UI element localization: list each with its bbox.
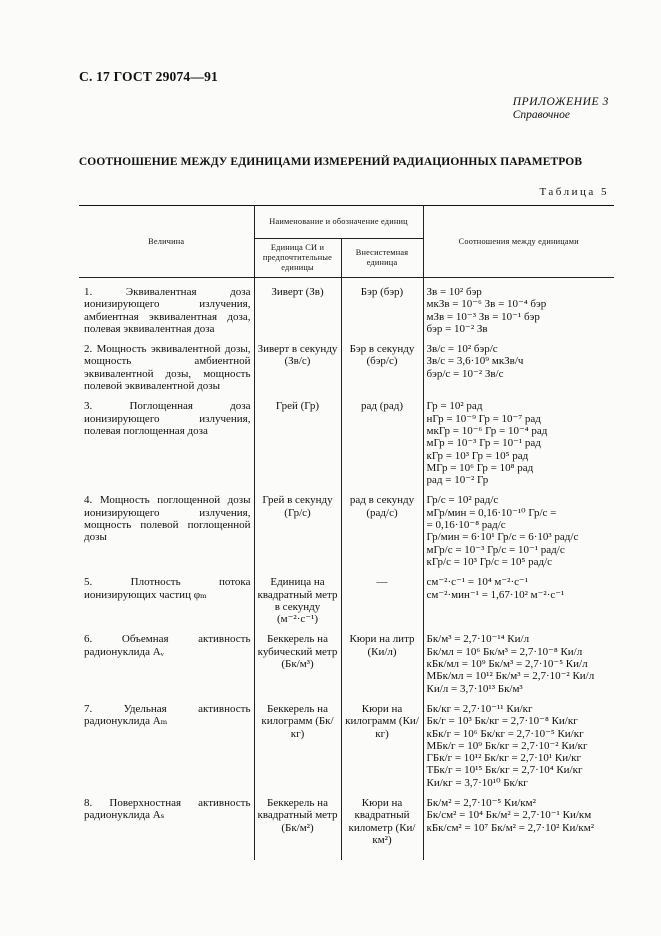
table-row — [79, 343, 614, 392]
table-body — [79, 278, 614, 861]
relation-line: = 0,16·10⁻⁸ рад/с — [426, 519, 506, 532]
relation-line: ГБк/г = 10¹² Бк/кг = 2,7·10¹ Ки/кг — [426, 752, 582, 765]
si-unit-cell: Беккерель на килограмм (Бк/кг) — [254, 703, 341, 789]
quantity-cell: 1. Эквивалентная доза ионизирующего излучения, амбиентная эквивалентная доза, полевая эквивалентная доза — [79, 286, 254, 335]
quantity-cell: 5. Плотность потока ионизирующих частиц φₘ — [79, 576, 254, 625]
relation-cell — [423, 400, 614, 486]
si-unit-cell: Зиверт в секунду (Зв/с) — [254, 343, 341, 392]
non-system-unit-cell: — — [341, 576, 423, 625]
relation-line: Гр/мин = 6·10¹ Гр/с = 6·10³ рад/с — [426, 531, 579, 544]
relation-line: мГр = 10⁻³ Гр = 10⁻¹ рад — [426, 437, 541, 450]
units-table — [79, 205, 614, 860]
table-row — [79, 286, 614, 335]
relation-line: МГр = 10⁶ Гр = 10⁸ рад — [426, 461, 534, 474]
table-row — [79, 797, 614, 860]
relation-line: кБк/мл = 10⁹ Бк/м³ = 2,7·10⁻⁵ Ки/л — [426, 658, 588, 671]
relation-cell — [423, 286, 614, 335]
relation-line: Бк/мл = 10⁶ Бк/м³ = 2,7·10⁻⁸ Ки/л — [426, 645, 583, 658]
relation-line: Зв/с = 10² бэр/с — [426, 343, 498, 356]
relation-cell — [423, 703, 614, 789]
relation-cell — [423, 633, 614, 694]
relation-line: Ки/л = 3,7·10¹³ Бк/м³ — [426, 682, 523, 695]
table-row — [79, 494, 614, 568]
non-system-unit-cell: Бэр (бэр) — [341, 286, 423, 335]
relation-line: мГр/с = 10⁻³ Гр/с = 10⁻¹ рад/с — [426, 543, 565, 556]
si-unit-cell: Беккерель на кубический метр (Бк/м³) — [254, 633, 341, 694]
non-system-unit-cell: Кюри на квадратный километр (Ки/км²) — [341, 797, 423, 860]
relation-cell — [423, 343, 614, 392]
relation-line: МБк/г = 10⁹ Бк/кг = 2,7·10⁻² Ки/кг — [426, 739, 588, 752]
non-system-unit-cell: рад (рад) — [341, 400, 423, 486]
relation-line: см⁻²·с⁻¹ = 10⁴ м⁻²·с⁻¹ — [426, 576, 529, 589]
header-relation: Соотношения между единицами — [423, 206, 614, 278]
relation-line: ТБк/г = 10¹⁵ Бк/кг = 2,7·10⁴ Ки/кг — [426, 764, 583, 777]
non-system-unit-cell: Кюри на килограмм (Ки/кг) — [341, 703, 423, 789]
relation-line: Зв = 10² бэр — [426, 286, 482, 298]
relation-line: Гр/с = 10² рад/с — [426, 494, 499, 507]
relation-line: Бк/кг = 2,7·10⁻¹¹ Ки/кг — [426, 702, 533, 715]
document-title: СООТНОШЕНИЕ МЕЖДУ ЕДИНИЦАМИ ИЗМЕРЕНИЙ РАДИАЦИОННЫХ ПАРАМЕТРОВ — [78, 156, 583, 168]
header-si-unit: Единица СИ и предпочтительные единицы — [254, 239, 341, 278]
table-label: Таблица 5 — [539, 186, 609, 198]
si-unit-cell: Грей (Гр) — [254, 400, 341, 486]
relation-line: мкГр = 10⁻⁶ Гр = 10⁻⁴ рад — [426, 424, 548, 437]
table-row — [79, 633, 614, 694]
relation-cell — [423, 494, 614, 568]
relation-line: см⁻²·мин⁻¹ = 1,67·10² м⁻²·с⁻¹ — [426, 588, 565, 601]
relation-line: Гр = 10² рад — [426, 400, 483, 413]
non-system-unit-cell: рад в секунду (рад/с) — [341, 494, 423, 568]
si-unit-cell: Беккерель на квадратный метр (Бк/м²) — [254, 797, 341, 860]
si-unit-cell: Зиверт (Зв) — [254, 286, 341, 335]
table-row — [79, 400, 614, 486]
quantity-cell: 7. Удельная активность радионуклида Aₘ — [79, 703, 254, 789]
relation-line: Ки/кг = 3,7·10¹⁰ Бк/кг — [426, 776, 528, 789]
appendix-note: Справочное — [512, 109, 570, 121]
relation-line: Бк/м² = 2,7·10⁻⁵ Ки/км² — [426, 796, 536, 809]
relation-line: бэр/с = 10⁻² Зв/с — [426, 367, 504, 380]
relation-line: мкЗв = 10⁻⁶ Зв = 10⁻⁴ бэр — [426, 298, 547, 311]
relation-line: Бк/г = 10³ Бк/кг = 2,7·10⁻⁸ Ки/кг — [426, 715, 578, 728]
relation-line: Зв/с = 3,6·10⁹ мкЗв/ч — [426, 355, 524, 368]
relation-line: нГр = 10⁻⁹ Гр = 10⁻⁷ рад — [426, 412, 541, 425]
quantity-cell: 8. Поверхностная активность радионуклида Aₛ — [79, 797, 254, 860]
relation-line: Бк/м³ = 2,7·10⁻¹⁴ Ки/л — [426, 633, 530, 646]
header-quantity: Величина — [79, 206, 254, 278]
quantity-cell: 4. Мощность поглощенной дозы ионизирующего излучения, мощность полевой поглощенной дозы — [79, 494, 254, 568]
relation-line: рад = 10⁻² Гр — [426, 474, 489, 487]
table-row — [79, 576, 614, 625]
appendix-block — [513, 96, 609, 122]
relation-line: мГр/мин = 0,16·10⁻¹⁰ Гр/с = — [426, 506, 557, 519]
page-header: С. 17 ГОСТ 29074—91 — [79, 69, 218, 84]
table-row — [79, 703, 614, 789]
quantity-cell: 3. Поглощенная доза ионизирующего излучения, полевая поглощенная доза — [79, 400, 254, 486]
quantity-cell: 2. Мощность эквивалентной дозы, мощность амбиентной эквивалентной дозы, мощность полевой эквивалентной дозы — [79, 343, 254, 392]
non-system-unit-cell: Бэр в секунду (бэр/с) — [341, 343, 423, 392]
appendix-label: ПРИЛОЖЕНИЕ 3 — [512, 96, 609, 108]
relation-line: кГр/с = 10³ Гр/с = 10⁵ рад/с — [426, 555, 553, 568]
relation-line: бэр = 10⁻² Зв — [426, 322, 488, 335]
relation-line: мЗв = 10⁻³ Зв = 10⁻¹ бэр — [426, 310, 540, 323]
quantity-cell: 6. Объемная активность радионуклида Aᵥ — [79, 633, 254, 694]
relation-line: МБк/мл = 10¹² Бк/м³ = 2,7·10⁻² Ки/л — [426, 670, 595, 683]
relation-line: Бк/см² = 10⁴ Бк/м² = 2,7·10⁻¹ Ки/км — [426, 809, 592, 822]
header-non-system: Внесистемная единица — [341, 239, 423, 278]
relation-cell — [423, 576, 614, 625]
relation-cell — [423, 797, 614, 860]
header-name-group: Наименование и обозначение единиц — [254, 206, 423, 239]
relation-line: кГр = 10³ Гр = 10⁵ рад — [426, 449, 529, 462]
non-system-unit-cell: Кюри на литр (Ки/л) — [341, 633, 423, 694]
si-unit-cell: Единица на квадратный метр в секунду (м⁻²·с⁻¹) — [254, 576, 341, 625]
relation-line: кБк/см² = 10⁷ Бк/м² = 2,7·10² Ки/км² — [426, 821, 595, 834]
relation-line: кБк/г = 10⁶ Бк/кг = 2,7·10⁻⁵ Ки/кг — [426, 727, 584, 740]
si-unit-cell: Грей в секунду (Гр/с) — [254, 494, 341, 568]
